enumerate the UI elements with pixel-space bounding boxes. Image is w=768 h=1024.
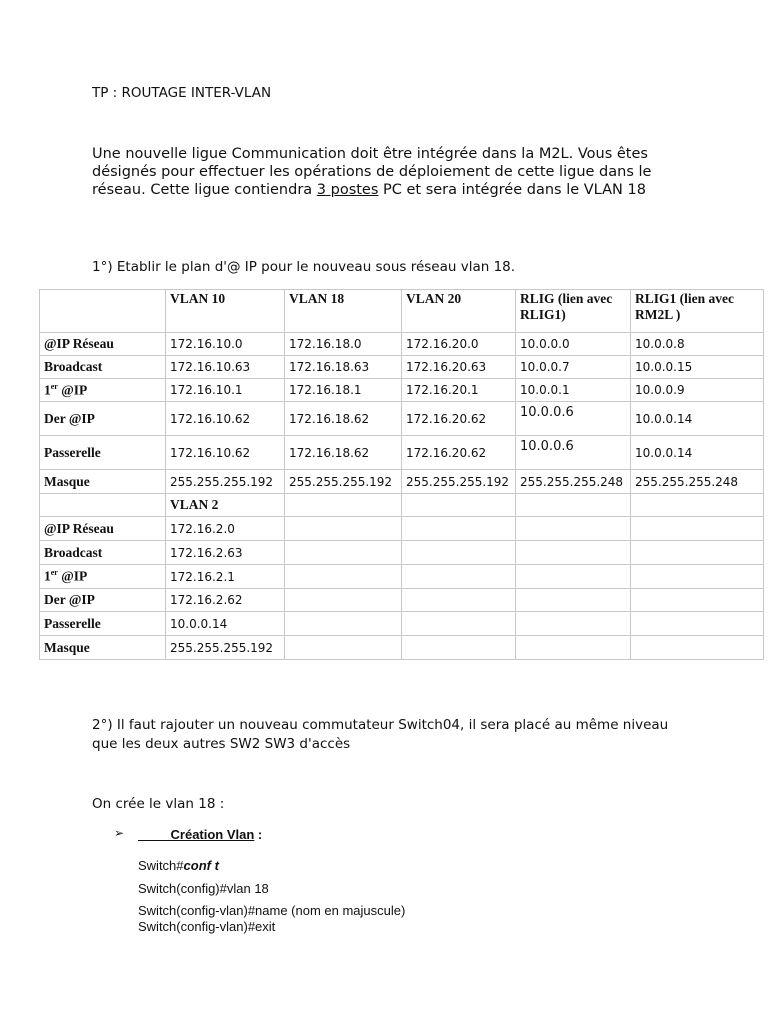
table-cell: 172.16.18.63: [285, 356, 402, 379]
empty-cell: [402, 636, 516, 660]
table-cell: 10.0.0.8: [631, 333, 764, 356]
intro-paragraph: [92, 145, 692, 199]
row-label: @IP Réseau: [40, 517, 166, 541]
empty-cell: [516, 494, 631, 517]
empty-cell: [516, 636, 631, 660]
empty-cell: [516, 589, 631, 612]
cli-bold: conf t: [183, 858, 219, 873]
row-label: Masque: [40, 470, 166, 494]
empty-cell: [516, 565, 631, 589]
table-cell: 172.16.2.1: [166, 565, 285, 589]
intro-underlined: 3 postes: [316, 182, 379, 198]
table-row: [40, 589, 764, 612]
empty-cell: [285, 565, 402, 589]
empty-cell: [402, 541, 516, 565]
table-cell: 10.0.0.7: [516, 356, 631, 379]
empty-cell: [516, 517, 631, 541]
table-row: [40, 517, 764, 541]
empty-cell: [631, 565, 764, 589]
table-cell: 10.0.0.1: [516, 379, 631, 402]
cli-line-1: [138, 858, 219, 873]
empty-cell: [402, 565, 516, 589]
table-cell: 10.0.0.0: [516, 333, 631, 356]
table-cell: 172.16.2.0: [166, 517, 285, 541]
intro-text-after: PC et sera intégrée dans le VLAN 18: [378, 182, 646, 198]
table-cell: 172.16.2.63: [166, 541, 285, 565]
empty-cell: [285, 517, 402, 541]
empty-cell: [631, 494, 764, 517]
table-row: [40, 402, 764, 436]
cli-prefix: Switch#: [138, 858, 184, 873]
empty-cell: [631, 589, 764, 612]
label-rest: @IP: [57, 568, 88, 584]
header-rlig1: RLIG1 (lien avec RM2L ): [631, 290, 764, 333]
table-cell: 255.255.255.192: [166, 470, 285, 494]
table-row: [40, 612, 764, 636]
cli-line-3: Switch(config-vlan)#name (nom en majuscule): [138, 903, 406, 918]
table-cell: 10.0.0.14: [631, 402, 764, 436]
row-label: [40, 565, 166, 589]
empty-cell: [631, 636, 764, 660]
cli-line-2: Switch(config)#vlan 18: [138, 881, 269, 896]
creation-spaces: [138, 827, 171, 842]
table-row: [40, 333, 764, 356]
header-vlan20: VLAN 20: [402, 290, 516, 333]
row-label: Masque: [40, 636, 166, 660]
table-cell: 172.16.18.0: [285, 333, 402, 356]
row-label: @IP Réseau: [40, 333, 166, 356]
table-cell: 10.0.0.14: [166, 612, 285, 636]
table-cell: 172.16.20.63: [402, 356, 516, 379]
label-rest: @IP: [57, 382, 88, 398]
table-cell: 172.16.20.1: [402, 379, 516, 402]
empty-cell: [402, 612, 516, 636]
label-sup: er: [50, 381, 58, 391]
empty-cell: [516, 612, 631, 636]
table-cell: 10.0.0.15: [631, 356, 764, 379]
row-label: Passerelle: [40, 612, 166, 636]
empty-cell: [631, 517, 764, 541]
creation-vlan-heading: [138, 827, 262, 842]
row-label: Broadcast: [40, 541, 166, 565]
header-vlan10: VLAN 10: [166, 290, 285, 333]
table-cell: 255.255.255.192: [285, 470, 402, 494]
creation-underlined: Création Vlan: [170, 827, 255, 842]
table-cell: 172.16.18.62: [285, 436, 402, 470]
empty-cell: [40, 494, 166, 517]
row-label: Der @IP: [40, 589, 166, 612]
question-1: 1°) Etablir le plan d'@ IP pour le nouveau sous réseau vlan 18.: [92, 259, 516, 275]
table-cell: 172.16.10.62: [166, 402, 285, 436]
empty-cell: [285, 636, 402, 660]
table-cell: 172.16.20.62: [402, 436, 516, 470]
table-row: [40, 436, 764, 470]
table-cell: 255.255.255.192: [402, 470, 516, 494]
table-row: [40, 379, 764, 402]
row-label: Broadcast: [40, 356, 166, 379]
table-cell: 172.16.20.62: [402, 402, 516, 436]
table-cell: 172.16.18.62: [285, 402, 402, 436]
header-rlig: RLIG (lien avec RLIG1): [516, 290, 631, 333]
table-cell: 10.0.0.9: [631, 379, 764, 402]
table-cell: 10.0.0.6: [516, 402, 631, 436]
question-3: On crée le vlan 18 :: [92, 796, 225, 812]
table-row: [40, 356, 764, 379]
empty-cell: [285, 494, 402, 517]
table-cell: 10.0.0.6: [516, 436, 631, 470]
table-row: [40, 541, 764, 565]
label-main: 1: [44, 568, 51, 584]
table-cell: 172.16.10.62: [166, 436, 285, 470]
table-cell: 255.255.255.248: [631, 470, 764, 494]
row-label: Der @IP: [40, 402, 166, 436]
empty-cell: [285, 541, 402, 565]
header-vlan18: VLAN 18: [285, 290, 402, 333]
empty-cell: [631, 541, 764, 565]
empty-cell: [402, 589, 516, 612]
table-cell: 172.16.10.63: [166, 356, 285, 379]
ip-plan-table: [39, 289, 764, 660]
table-row: [40, 636, 764, 660]
row-label: [40, 379, 166, 402]
table-header-row: [40, 290, 764, 333]
table-cell: 172.16.2.62: [166, 589, 285, 612]
empty-cell: [285, 612, 402, 636]
table-cell: 172.16.10.1: [166, 379, 285, 402]
empty-cell: [402, 517, 516, 541]
label-sup: er: [50, 568, 58, 578]
empty-cell: [285, 589, 402, 612]
document-title: TP : ROUTAGE INTER-VLAN: [92, 85, 272, 101]
table-row: [40, 565, 764, 589]
intro-text-before: Une nouvelle ligue Communication doit être intégrée dans la M2L. Vous êtes désignés pour effectuer les opérations de déploiement de cette ligue dans le réseau. Cette ligue contiendra: [92, 146, 652, 198]
table-cell: 255.255.255.248: [516, 470, 631, 494]
empty-cell: [516, 541, 631, 565]
creation-after: :: [254, 827, 263, 842]
row-label: Passerelle: [40, 436, 166, 470]
table-cell: 172.16.10.0: [166, 333, 285, 356]
table-row: [40, 494, 764, 517]
header-vlan2: VLAN 2: [166, 494, 285, 517]
empty-cell: [402, 494, 516, 517]
header-corner-cell: [40, 290, 166, 333]
question-2: 2°) Il faut rajouter un nouveau commutateur Switch04, il sera placé au même niveau que les deux autres SW2 SW3 d'accès: [92, 717, 669, 752]
table-cell: 255.255.255.192: [166, 636, 285, 660]
table-row: [40, 470, 764, 494]
cli-line-4: Switch(config-vlan)#exit: [138, 919, 276, 934]
empty-cell: [631, 612, 764, 636]
table-cell: 10.0.0.14: [631, 436, 764, 470]
label-main: 1: [44, 382, 51, 398]
table-cell: 172.16.18.1: [285, 379, 402, 402]
arrow-bullet-icon: ➢: [114, 826, 125, 840]
table-cell: 172.16.20.0: [402, 333, 516, 356]
